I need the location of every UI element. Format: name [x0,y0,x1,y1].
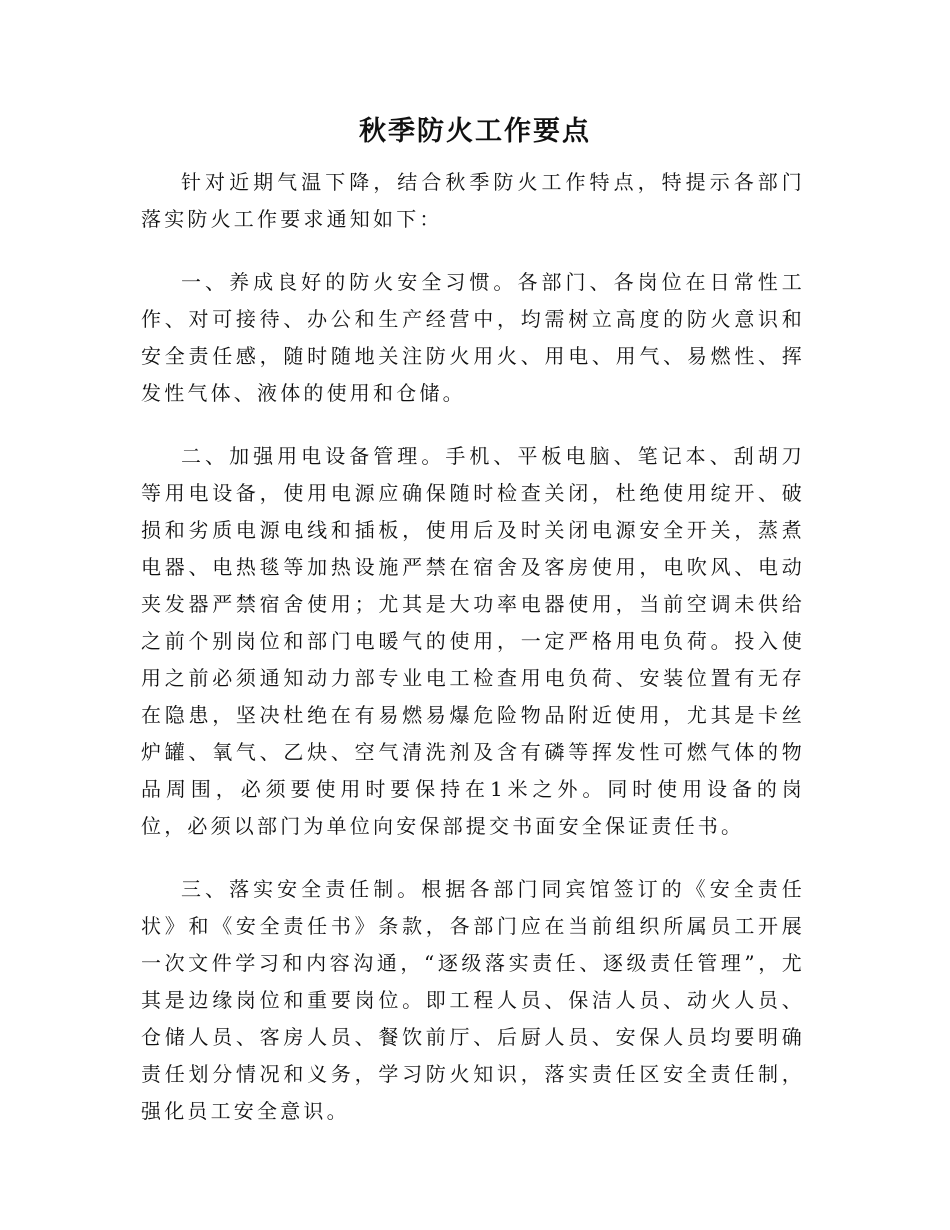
document-body [141,164,805,1156]
section-two-paragraph: 二、加强用电设备管理。手机、平板电脑、笔记本、刮胡刀等用电设备，使用电源应确保随时检查关闭，杜绝使用绽开、破损和劣质电源电线和插板，使用后及时关闭电源安全开关，蒸煮电器、电热毯等加热设施严禁在宿舍及客房使用，电吹风、电动夹发器严禁宿舍使用；尤其是大功率电器使用，当前空调未供给之前个别岗位和部门电暖气的使用，一定严格用电负荷。投入使用之前必须通知动力部专业电工检查用电负荷、安装位置有无存在隐患，坚决杜绝在有易燃易爆危险物品附近使用，尤其是卡丝炉罐、氧气、乙炔、空气清洗剂及含有磷等挥发性可燃气体的物品周围，必须要使用时要保持在1米之外。同时使用设备的岗位，必须以部门为单位向安保部提交书面安全保证责任书。 [141,444,805,838]
document-title: 秋季防火工作要点 [359,116,591,147]
intro-paragraph: 针对近期气温下降，结合秋季防火工作特点，特提示各部门落实防火工作要求通知如下： [141,170,805,231]
section-one-paragraph: 一、养成良好的防火安全习惯。各部门、各岗位在日常性工作、对可接待、办公和生产经营中，均需树立高度的防火意识和安全责任感，随时随地关注防火用火、用电、用气、易燃性、挥发性气体、液体的使用和仓储。 [141,270,805,405]
section-three-paragraph: 三、落实安全责任制。根据各部门同宾馆签订的《安全责任状》和《安全责任书》条款，各部门应在当前组织所属员工开展一次文件学习和内容沟通，“逐级落实责任、逐级责任管理”，尤其是边缘岗位和重要岗位。即工程人员、保洁人员、动火人员、仓储人员、客房人员、餐饮前厅、后厨人员、安保人员均要明确责任划分情况和义务，学习防火知识，落实责任区安全责任制，强化员工安全意识。 [141,877,805,1123]
